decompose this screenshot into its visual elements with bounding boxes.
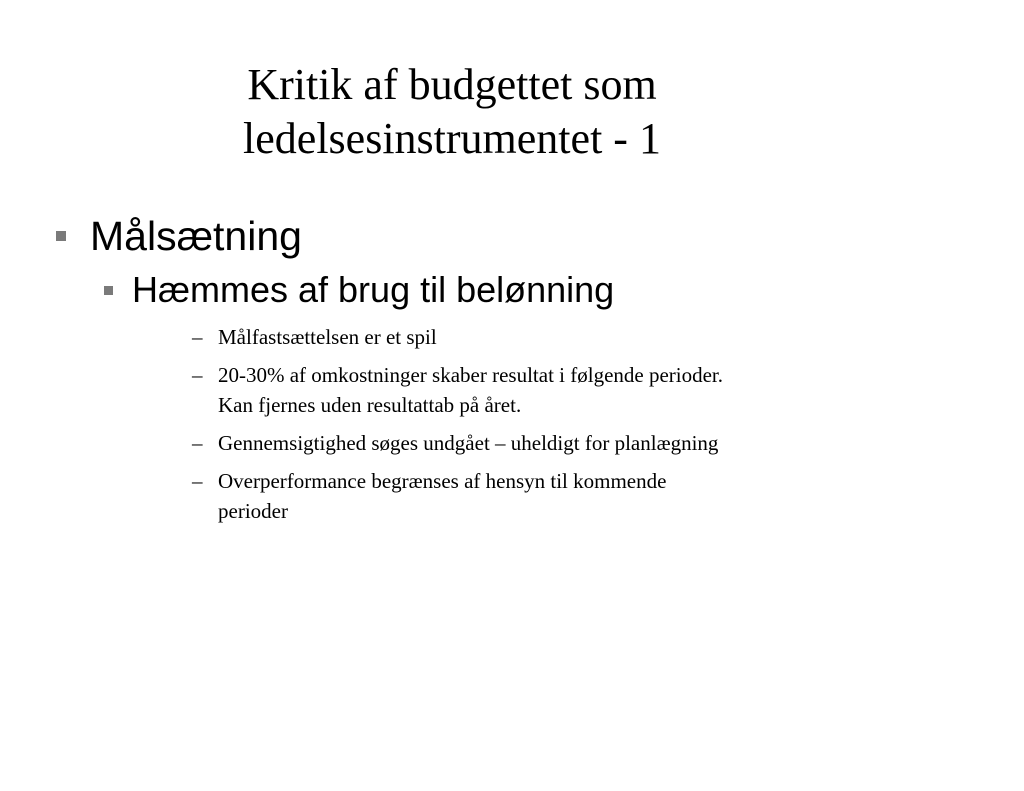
bullet-level-3-item [192,428,858,458]
bullet-level-3-item [192,322,858,352]
bullet-level-3-line: perioder [218,499,288,523]
slide-title [150,58,754,166]
bullet-level-1-text: Målsætning [90,213,302,259]
bullet-level-2 [104,268,614,312]
slide-title-line-2: ledelsesinstrumentet - 1 [243,114,661,163]
slide-title-line-1: Kritik af budgettet som [247,60,657,109]
dash-bullet-icon: – [192,469,203,493]
bullet-level-3-text [218,360,858,420]
square-bullet-icon [104,286,113,295]
bullet-level-3-text [218,322,858,352]
dash-bullet-icon: – [192,363,203,387]
bullet-level-1 [56,211,302,261]
dash-bullet-icon: – [192,431,203,455]
bullet-level-3-text [218,466,858,526]
bullet-level-3-line: Målfastsættelsen er et spil [218,325,437,349]
bullet-level-3-text [218,428,858,458]
bullet-level-3-line: Overperformance begrænses af hensyn til kommende [218,469,667,493]
bullet-level-3-item [192,466,858,526]
bullet-level-3-line: Kan fjernes uden resultattab på året. [218,393,522,417]
bullet-level-2-text: Hæmmes af brug til belønning [132,269,615,310]
bullet-level-3-line: 20-30% af omkostninger skaber resultat i følgende perioder. [218,363,724,387]
dash-bullet-icon: – [192,325,203,349]
bullet-level-3-item [192,360,858,420]
bullet-level-3-line: Gennemsigtighed søges undgået – uheldigt for planlægning [218,431,719,455]
square-bullet-icon [56,231,66,241]
